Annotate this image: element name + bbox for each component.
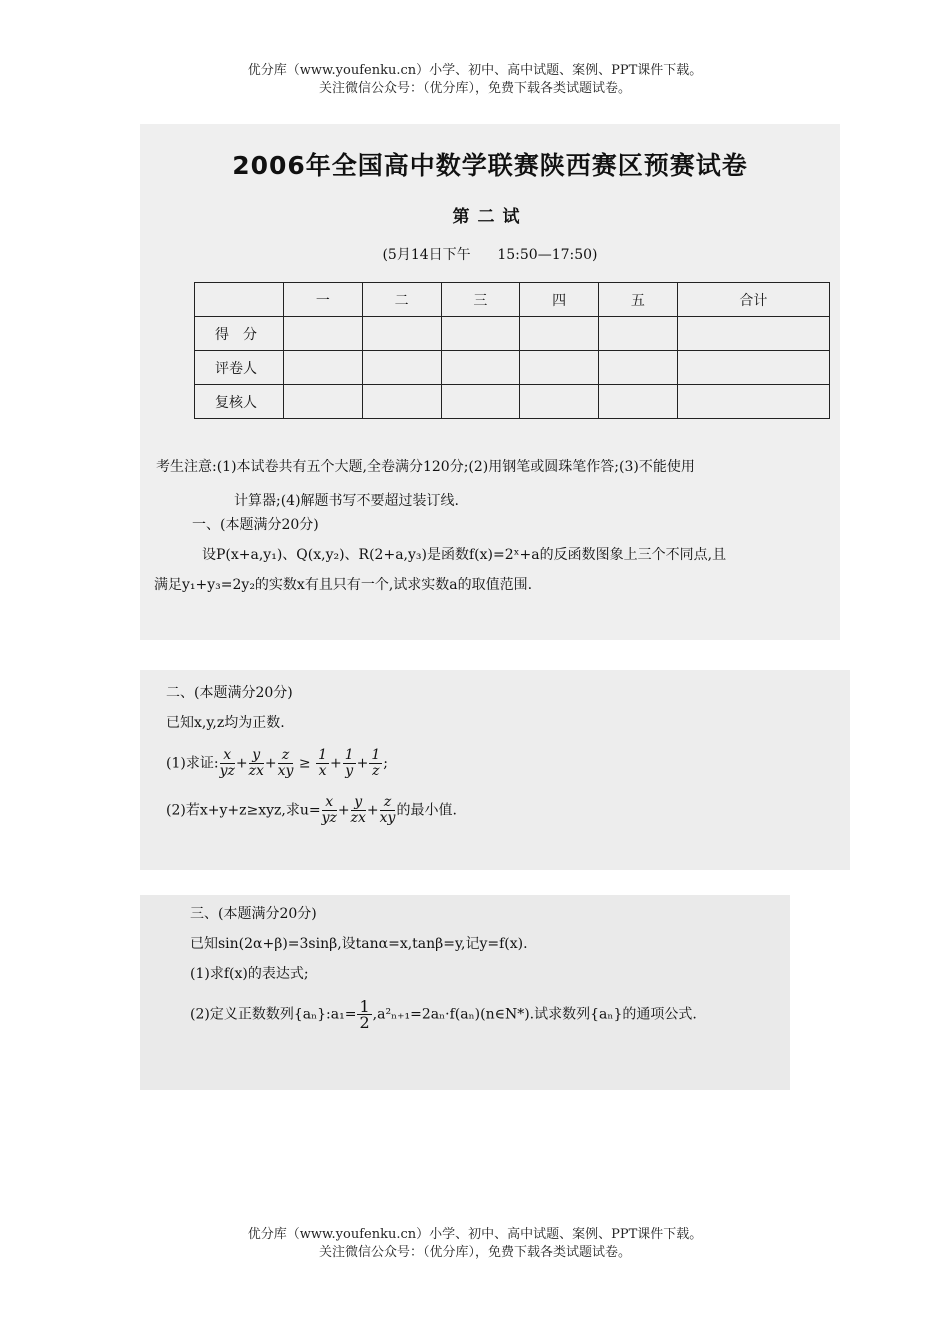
score-cell bbox=[677, 351, 829, 385]
question-2-title: 二、(本题满分20分) bbox=[166, 685, 293, 701]
question-2-part-2: (2)若x+y+z≥xyz,求u= $\frac{x}{yz}$ + $\frac{y}{zx}$ + $\frac{z}{xy}$ 的最小值. bbox=[166, 794, 457, 826]
table-header-cell: 合计 bbox=[677, 283, 829, 317]
part-2-suffix: 的最小值. bbox=[396, 802, 457, 819]
score-cell bbox=[520, 351, 599, 385]
scan-block-3 bbox=[140, 895, 790, 1090]
part-2-prefix: (2)定义正数数列{aₙ}:a₁= bbox=[190, 1006, 357, 1023]
part-2-suffix: ,a²ₙ₊₁=2aₙ·f(aₙ)(n∈N*).试求数列{aₙ}的通项公式. bbox=[372, 1006, 697, 1023]
question-3-part-1: (1)求f(x)的表达式; bbox=[190, 966, 309, 982]
score-cell bbox=[362, 351, 441, 385]
row-label-reviewer: 复核人 bbox=[195, 385, 284, 419]
table-row bbox=[195, 351, 830, 385]
fraction: $\frac{x}{yz}$ bbox=[321, 794, 337, 826]
fraction: $\frac{1}{2}$ bbox=[359, 997, 370, 1032]
table-row bbox=[195, 317, 830, 351]
score-cell bbox=[520, 385, 599, 419]
fraction: $\frac{1}{x}$ bbox=[318, 747, 327, 779]
table-header-cell: 五 bbox=[599, 283, 678, 317]
question-3-part-2 bbox=[190, 999, 697, 1030]
fraction: $\frac{x}{yz}$ bbox=[219, 747, 235, 779]
notice-line-1: 考生注意:(1)本试卷共有五个大题,全卷满分120分;(2)用钢笔或圆珠笔作答;(3)不能使用 bbox=[156, 459, 695, 475]
score-cell bbox=[362, 317, 441, 351]
question-1-text-2: 满足y₁+y₃=2y₂的实数x有且只有一个,试求实数a的取值范围. bbox=[154, 577, 533, 593]
question-1-title: 一、(本题满分20分) bbox=[192, 517, 319, 533]
table-header-cell: 一 bbox=[284, 283, 363, 317]
page-footer bbox=[0, 1226, 950, 1262]
question-3-given: 已知sin(2α+β)=3sinβ,设tanα=x,tanβ=y,记y=f(x). bbox=[190, 936, 528, 952]
score-cell bbox=[599, 317, 678, 351]
score-cell bbox=[677, 385, 829, 419]
row-label-grader: 评卷人 bbox=[195, 351, 284, 385]
score-cell bbox=[599, 385, 678, 419]
fraction: $\frac{1}{y}$ bbox=[344, 747, 354, 779]
part-2-prefix: (2)若x+y+z≥xyz,求u= bbox=[166, 802, 321, 819]
score-cell bbox=[362, 385, 441, 419]
question-1 bbox=[154, 510, 727, 600]
question-1-text-1: 设P(x+a,y₁)、Q(x,y₂)、R(2+a,y₃)是函数f(x)=2ˣ+a的反函数图象上三个不同点,且 bbox=[202, 547, 727, 563]
table-row bbox=[195, 385, 830, 419]
table-header-cell bbox=[195, 283, 284, 317]
scan-block-1 bbox=[140, 124, 840, 640]
score-cell bbox=[599, 351, 678, 385]
footer-line-2: 关注微信公众号：（优分库），免费下载各类试题试卷。 bbox=[318, 1245, 631, 1260]
score-cell bbox=[441, 385, 520, 419]
exam-time: (5月14日下午 15:50—17:50) bbox=[382, 247, 598, 263]
scan-block-2 bbox=[140, 670, 850, 870]
score-cell bbox=[284, 351, 363, 385]
fraction: $\frac{y}{zx}$ bbox=[248, 747, 264, 779]
score-cell bbox=[520, 317, 599, 351]
exam-title: 2006年全国高中数学联赛陕西赛区预赛试卷 bbox=[232, 151, 748, 180]
question-2 bbox=[166, 678, 457, 826]
fraction: $\frac{y}{zx}$ bbox=[350, 794, 366, 826]
footer-line-1: 优分库（www.youfenku.cn）小学、初中、高中试题、案例、PPT课件下载。 bbox=[247, 1227, 703, 1242]
header-line-2: 关注微信公众号：（优分库），免费下载各类试题试卷。 bbox=[318, 81, 631, 96]
exam-notice bbox=[156, 450, 836, 518]
question-3 bbox=[190, 899, 697, 1030]
score-table-header-row bbox=[195, 283, 830, 317]
page-header bbox=[0, 62, 950, 98]
score-cell bbox=[284, 317, 363, 351]
score-cell bbox=[677, 317, 829, 351]
table-header-cell: 三 bbox=[441, 283, 520, 317]
notice-line-2: 计算器;(4)解题书写不要超过装订线. bbox=[234, 493, 459, 509]
score-table bbox=[194, 282, 830, 419]
table-header-cell: 二 bbox=[362, 283, 441, 317]
fraction: $\frac{z}{xy}$ bbox=[277, 747, 294, 779]
fraction: $\frac{1}{z}$ bbox=[371, 747, 381, 779]
part-1-prefix: (1)求证: bbox=[166, 755, 219, 772]
row-label-score: 得 分 bbox=[195, 317, 284, 351]
question-2-part-1: (1)求证: $\frac{x}{yz}$ + $\frac{y}{zx}$ + $\frac{z}{xy}$ ≥ $\frac{1}{x}$ + $\frac{1}{y}$ + $\frac{1}{z}$ ; bbox=[166, 747, 389, 779]
score-cell bbox=[441, 351, 520, 385]
score-cell bbox=[441, 317, 520, 351]
fraction: $\frac{z}{xy}$ bbox=[379, 794, 396, 826]
score-cell bbox=[284, 385, 363, 419]
question-2-given: 已知x,y,z均为正数. bbox=[166, 715, 285, 731]
table-header-cell: 四 bbox=[520, 283, 599, 317]
header-line-1: 优分库（www.youfenku.cn）小学、初中、高中试题、案例、PPT课件下载。 bbox=[247, 63, 703, 78]
question-3-title: 三、(本题满分20分) bbox=[190, 906, 317, 922]
exam-subtitle: 第二试 bbox=[452, 207, 528, 227]
